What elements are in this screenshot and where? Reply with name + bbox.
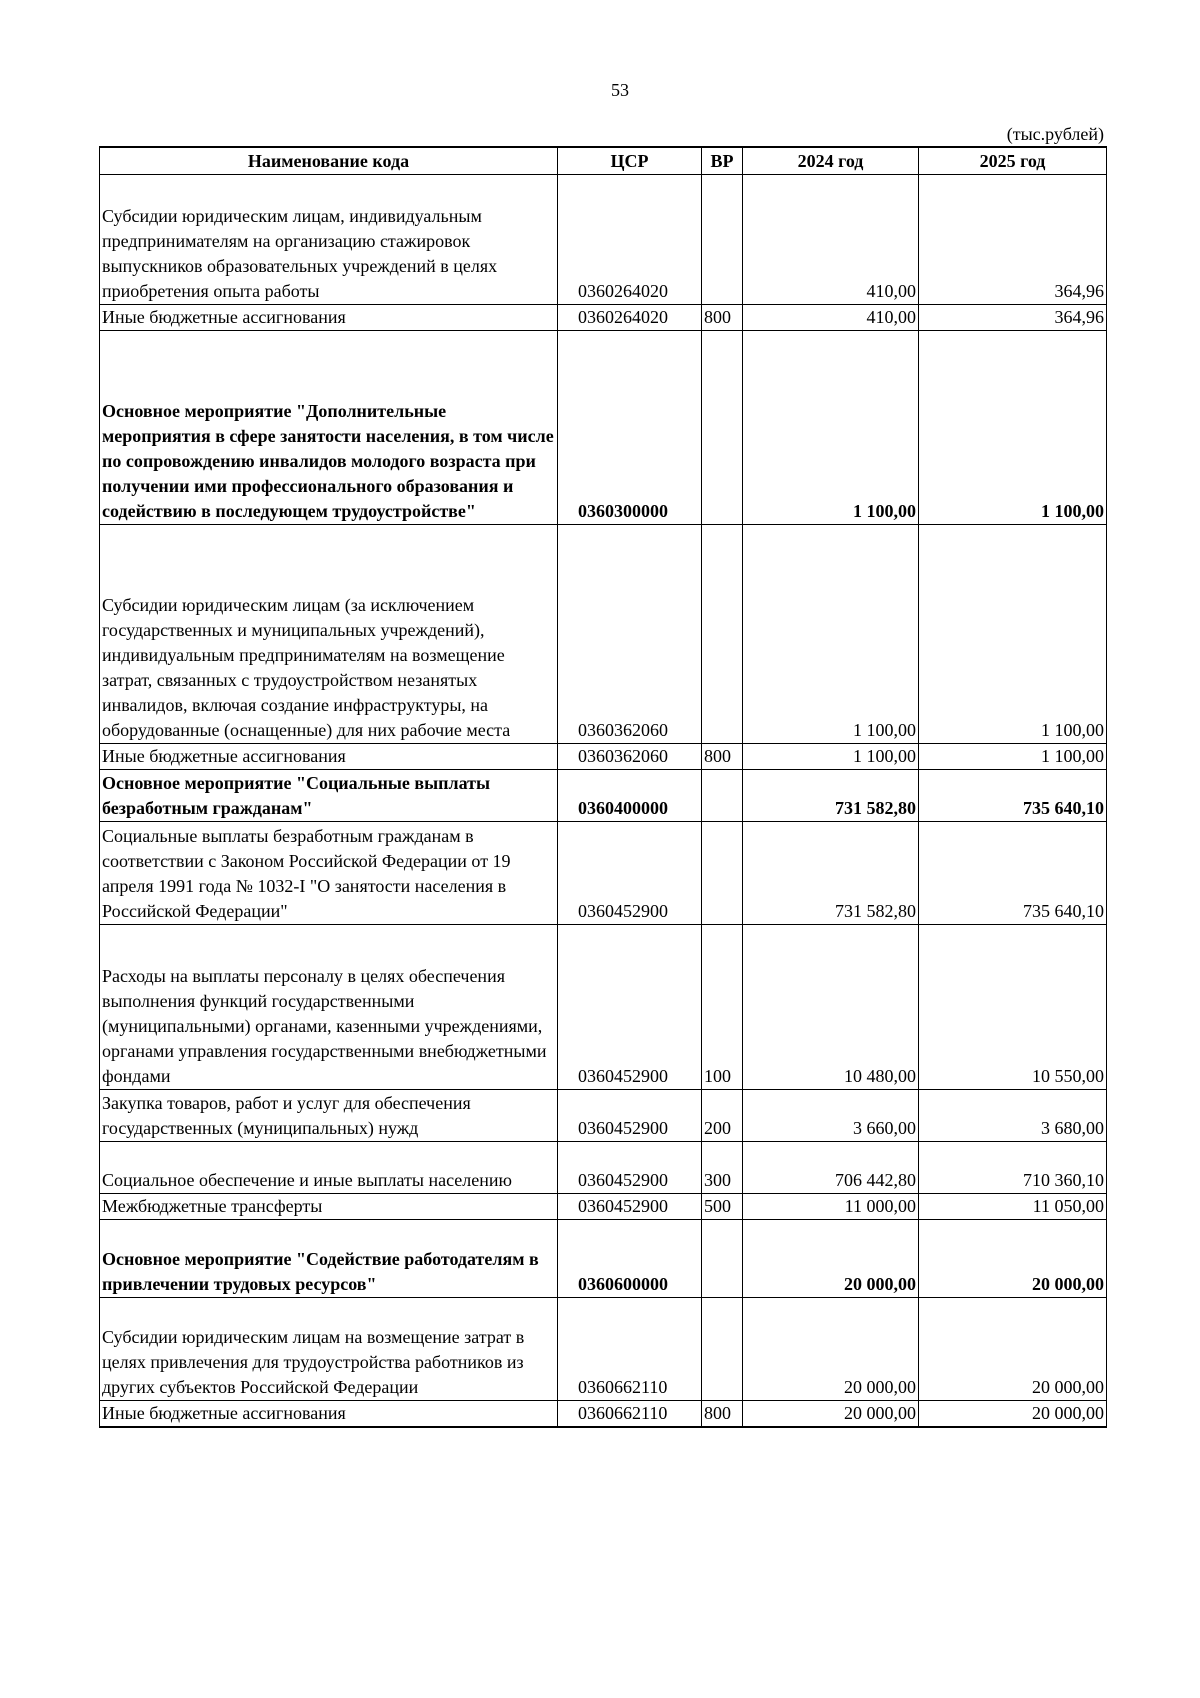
row-2024: 1 100,00 (743, 331, 919, 525)
row-vr (702, 822, 743, 925)
row-name: Основное мероприятие "Дополнительные мероприятия в сфере занятости населения, в том числе по сопровождению инвалидов молодого возраста при получении ими профессионального образования и содействию в последующем трудоустройстве" (100, 331, 558, 525)
row-csr: 0360452900 (558, 925, 702, 1090)
table-row (100, 525, 1107, 744)
row-2024: 10 480,00 (743, 925, 919, 1090)
header-year-2025: 2025 год (919, 147, 1107, 175)
row-2024: 1 100,00 (743, 744, 919, 770)
units-label: (тыс.рублей) (1006, 124, 1104, 144)
row-csr: 0360264020 (558, 175, 702, 305)
row-2025: 3 680,00 (919, 1090, 1107, 1142)
row-2025: 11 050,00 (919, 1194, 1107, 1220)
row-2025: 20 000,00 (919, 1298, 1107, 1401)
table-row (100, 744, 1107, 770)
row-name: Межбюджетные трансферты (100, 1194, 558, 1220)
row-name: Иные бюджетные ассигнования (100, 305, 558, 331)
row-2024: 410,00 (743, 305, 919, 331)
row-name: Расходы на выплаты персоналу в целях обеспечения выполнения функций государственными (муниципальными) органами, казенными учреждениями, органами управления государственными внебюджетными фондами (100, 925, 558, 1090)
table-row (100, 331, 1107, 525)
row-2024: 20 000,00 (743, 1401, 919, 1428)
row-name: Основное мероприятие "Содействие работодателям в привлечении трудовых ресурсов" (100, 1220, 558, 1298)
row-csr: 0360452900 (558, 1194, 702, 1220)
table-row (100, 305, 1107, 331)
row-vr: 300 (702, 1142, 743, 1194)
row-vr: 800 (702, 1401, 743, 1428)
row-2024: 731 582,80 (743, 770, 919, 822)
row-csr: 0360600000 (558, 1220, 702, 1298)
row-2025: 735 640,10 (919, 770, 1107, 822)
header-vr: ВР (702, 147, 743, 175)
budget-table (99, 146, 1107, 1428)
row-vr (702, 331, 743, 525)
row-2024: 731 582,80 (743, 822, 919, 925)
table-row (100, 925, 1107, 1090)
row-2025: 20 000,00 (919, 1220, 1107, 1298)
table-row (100, 1090, 1107, 1142)
row-csr: 0360362060 (558, 744, 702, 770)
row-name: Закупка товаров, работ и услуг для обеспечения государственных (муниципальных) нужд (100, 1090, 558, 1142)
row-csr: 0360300000 (558, 331, 702, 525)
row-vr: 800 (702, 744, 743, 770)
row-csr: 0360452900 (558, 822, 702, 925)
row-2024: 20 000,00 (743, 1220, 919, 1298)
table-header-row (100, 147, 1107, 175)
row-name: Основное мероприятие "Социальные выплаты безработным гражданам" (100, 770, 558, 822)
row-name: Субсидии юридическим лицам (за исключением государственных и муниципальных учреждений), индивидуальным предпринимателям на возмещение затрат, связанных с трудоустройством незанятых инвалидов, включая создание инфраструктуры, на оборудованные (оснащенные) для них рабочие места (100, 525, 558, 744)
row-csr: 0360264020 (558, 305, 702, 331)
row-2024: 706 442,80 (743, 1142, 919, 1194)
row-vr: 800 (702, 305, 743, 331)
row-vr (702, 525, 743, 744)
row-2025: 364,96 (919, 175, 1107, 305)
row-name: Субсидии юридическим лицам, индивидуальным предпринимателям на организацию стажировок выпускников образовательных учреждений в целях приобретения опыта работы (100, 175, 558, 305)
row-csr: 0360400000 (558, 770, 702, 822)
row-2025: 364,96 (919, 305, 1107, 331)
row-csr: 0360662110 (558, 1401, 702, 1428)
row-2025: 10 550,00 (919, 925, 1107, 1090)
page-number: 53 (611, 80, 629, 100)
table-row (100, 1194, 1107, 1220)
table-row (100, 822, 1107, 925)
row-name: Социальное обеспечение и иные выплаты населению (100, 1142, 558, 1194)
row-vr: 200 (702, 1090, 743, 1142)
row-2024: 1 100,00 (743, 525, 919, 744)
row-csr: 0360362060 (558, 525, 702, 744)
row-2024: 11 000,00 (743, 1194, 919, 1220)
row-2024: 20 000,00 (743, 1298, 919, 1401)
row-vr (702, 175, 743, 305)
table-row (100, 1401, 1107, 1428)
table-row (100, 1142, 1107, 1194)
row-2025: 735 640,10 (919, 822, 1107, 925)
row-vr (702, 1220, 743, 1298)
row-2025: 20 000,00 (919, 1401, 1107, 1428)
row-csr: 0360452900 (558, 1142, 702, 1194)
row-2025: 1 100,00 (919, 525, 1107, 744)
header-csr: ЦСР (558, 147, 702, 175)
row-vr (702, 770, 743, 822)
row-2025: 1 100,00 (919, 744, 1107, 770)
row-name: Социальные выплаты безработным гражданам в соответствии с Законом Российской Федерации от 19 апреля 1991 года № 1032-I "О занятости населения в Российской Федерации" (100, 822, 558, 925)
table-row (100, 1220, 1107, 1298)
row-2024: 410,00 (743, 175, 919, 305)
row-2025: 1 100,00 (919, 331, 1107, 525)
row-vr: 500 (702, 1194, 743, 1220)
row-csr: 0360452900 (558, 1090, 702, 1142)
table-row (100, 175, 1107, 305)
row-csr: 0360662110 (558, 1298, 702, 1401)
row-name: Субсидии юридическим лицам на возмещение затрат в целях привлечения для трудоустройства работников из других субъектов Российской Федерации (100, 1298, 558, 1401)
table-row (100, 1298, 1107, 1401)
row-2024: 3 660,00 (743, 1090, 919, 1142)
row-vr: 100 (702, 925, 743, 1090)
table-row (100, 770, 1107, 822)
row-name: Иные бюджетные ассигнования (100, 1401, 558, 1428)
header-year-2024: 2024 год (743, 147, 919, 175)
row-vr (702, 1298, 743, 1401)
row-name: Иные бюджетные ассигнования (100, 744, 558, 770)
row-2025: 710 360,10 (919, 1142, 1107, 1194)
header-name: Наименование кода (100, 147, 558, 175)
